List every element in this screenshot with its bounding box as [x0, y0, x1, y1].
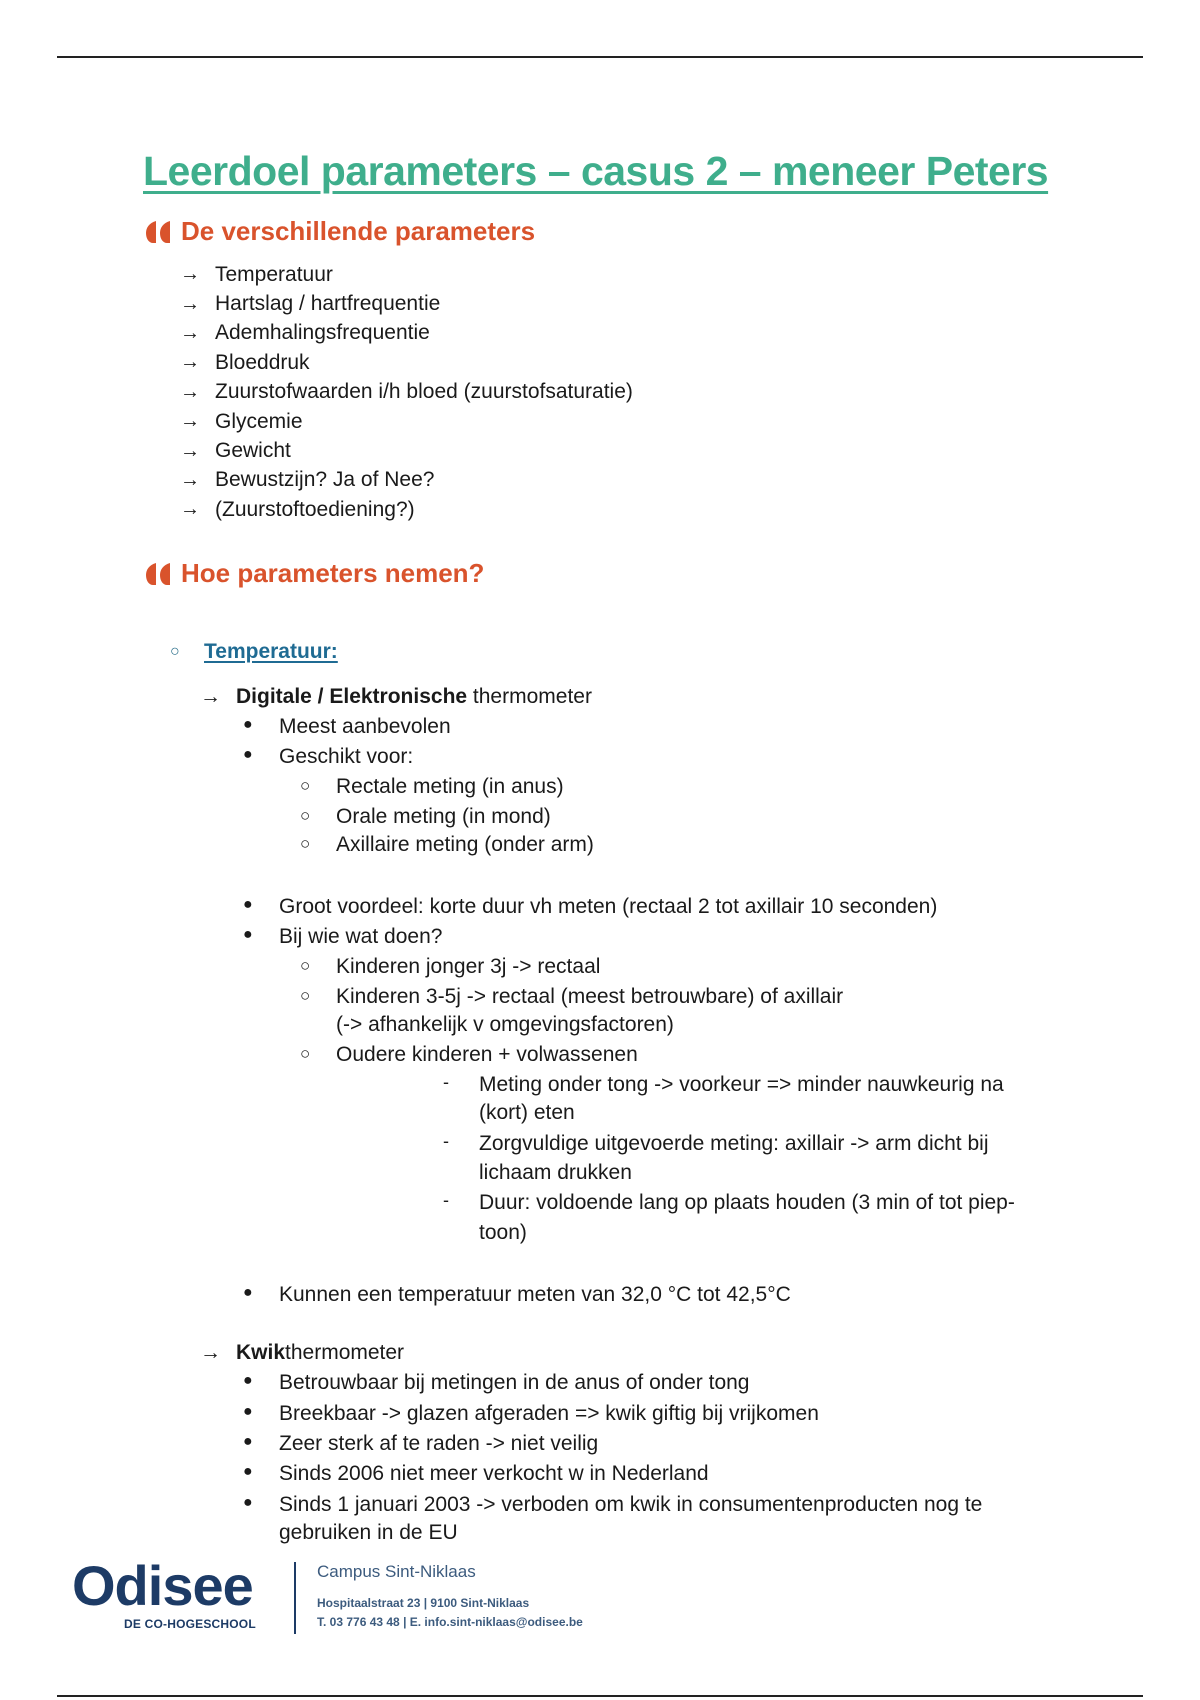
list-item: → Bloeddruk	[180, 350, 310, 374]
list-item: → Gewicht	[180, 439, 291, 463]
section-heading-parameters	[143, 216, 535, 247]
list-item: Orale meting (in mond)	[336, 805, 551, 828]
section-heading-how	[143, 558, 484, 589]
arrow-right-icon: →	[180, 351, 200, 374]
odisee-logo: Odisee	[72, 1554, 253, 1617]
list-item: Oudere kinderen + volwassenen	[336, 1043, 638, 1066]
subheading-temperatuur: ○ Temperatuur:	[170, 640, 338, 663]
arrow-right-icon: →	[200, 1341, 221, 1364]
circle-bullet-icon: ○	[300, 956, 311, 975]
list-item: → Ademhalingsfrequentie	[180, 321, 430, 345]
list-item: Kinderen 3-5j -> rectaal (meest betrouwbare) of axillair	[336, 985, 844, 1008]
header-rule	[57, 56, 1143, 58]
arrow-right-icon: →	[180, 292, 200, 315]
quote-icon	[143, 219, 173, 245]
section-heading-label: De verschillende parameters	[181, 216, 536, 246]
bullet-icon: ●	[243, 1284, 253, 1301]
list-item: Axillaire meting (onder arm)	[336, 833, 594, 856]
bullet-icon: ●	[243, 1463, 253, 1480]
bullet-icon: ●	[243, 1372, 253, 1389]
dash-bullet-icon: -	[443, 1131, 449, 1151]
list-item: Rectale meting (in anus)	[336, 775, 564, 798]
list-item: Meest aanbevolen	[279, 715, 451, 738]
list-item: → Hartslag / hartfrequentie	[180, 292, 441, 316]
list-item: → Zuurstofwaarden i/h bloed (zuurstofsaturatie)	[180, 380, 633, 404]
logo-tagline: DE CO-HOGESCHOOL	[124, 1617, 256, 1631]
list-item-continuation: lichaam drukken	[479, 1161, 632, 1184]
arrow-right-icon: →	[180, 498, 200, 521]
footer-contact: T. 03 776 43 48 | E. info.sint-niklaas@odisee.be	[317, 1615, 583, 1629]
list-item-continuation: toon)	[479, 1221, 527, 1244]
list-item: → Glycemie	[180, 409, 303, 433]
list-item: Kinderen jonger 3j -> rectaal	[336, 955, 601, 978]
list-item: Zorgvuldige uitgevoerde meting: axillair -> arm dicht bij	[479, 1132, 989, 1155]
list-item: Duur: voldoende lang op plaats houden (3 min of tot piep-	[479, 1191, 1015, 1214]
bullet-icon: ●	[243, 716, 253, 733]
list-item: → (Zuurstoftoediening?)	[180, 497, 415, 521]
list-item: Sinds 2006 niet meer verkocht w in Nederland	[279, 1462, 709, 1485]
arrow-right-icon: →	[180, 321, 200, 344]
circle-bullet-icon: ○	[300, 1044, 311, 1063]
arrow-right-icon: →	[180, 410, 200, 433]
bullet-icon: ●	[243, 896, 253, 913]
list-item: Geschikt voor:	[279, 745, 414, 768]
circle-bullet-icon: ○	[300, 776, 311, 795]
bullet-icon: ●	[243, 926, 253, 943]
list-item: Breekbaar -> glazen afgeraden => kwik giftig bij vrijkomen	[279, 1402, 819, 1425]
dash-bullet-icon: -	[443, 1190, 449, 1210]
bullet-icon: ●	[243, 746, 253, 763]
arrow-right-icon: →	[180, 468, 200, 491]
circle-bullet-icon: ○	[300, 806, 311, 825]
list-item: Groot voordeel: korte duur vh meten (rectaal 2 tot axillair 10 seconden)	[279, 895, 938, 918]
arrow-right-icon: →	[200, 685, 221, 708]
mercury-thermometer-heading: → Kwikthermometer	[200, 1341, 405, 1364]
bullet-icon: ●	[243, 1433, 253, 1450]
arrow-right-icon: →	[180, 263, 200, 286]
bullet-icon: ●	[243, 1403, 253, 1420]
parameter-list	[180, 260, 633, 525]
circle-bullet-icon: ○	[300, 986, 311, 1005]
circle-bullet-icon: ○	[300, 834, 311, 853]
arrow-right-icon: →	[180, 380, 200, 403]
list-item: Bij wie wat doen?	[279, 925, 443, 948]
list-item: → Bewustzijn? Ja of Nee?	[180, 468, 435, 492]
page-title: Leerdoel parameters – casus 2 – meneer Peters	[143, 148, 1049, 194]
digital-thermometer-heading: → Digitale / Elektronische thermometer	[200, 685, 592, 708]
footer-address: Hospitaalstraat 23 | 9100 Sint-Niklaas	[317, 1596, 530, 1610]
section-heading-label: Hoe parameters nemen?	[181, 558, 485, 588]
list-item-continuation: gebruiken in de EU	[279, 1521, 458, 1544]
list-item: Betrouwbaar bij metingen in de anus of onder tong	[279, 1371, 750, 1394]
list-item: Meting onder tong -> voorkeur => minder nauwkeurig na	[479, 1073, 1004, 1096]
list-item: Kunnen een temperatuur meten van 32,0 °C tot 42,5°C	[279, 1283, 791, 1306]
quote-icon	[143, 561, 173, 587]
list-item: → Temperatuur	[180, 262, 333, 286]
footer-rule	[57, 1695, 1143, 1697]
list-item: Sinds 1 januari 2003 -> verboden om kwik in consumentenproducten nog te	[279, 1493, 983, 1516]
footer-divider	[294, 1562, 296, 1634]
footer-campus: Campus Sint-Niklaas	[317, 1562, 476, 1581]
list-item-continuation: (kort) eten	[479, 1101, 575, 1124]
bullet-icon: ●	[243, 1494, 253, 1511]
circle-bullet-icon: ○	[170, 643, 180, 660]
arrow-right-icon: →	[180, 439, 200, 462]
dash-bullet-icon: -	[443, 1072, 449, 1092]
list-item-continuation: (-> afhankelijk v omgevingsfactoren)	[336, 1013, 674, 1036]
list-item: Zeer sterk af te raden -> niet veilig	[279, 1432, 599, 1455]
